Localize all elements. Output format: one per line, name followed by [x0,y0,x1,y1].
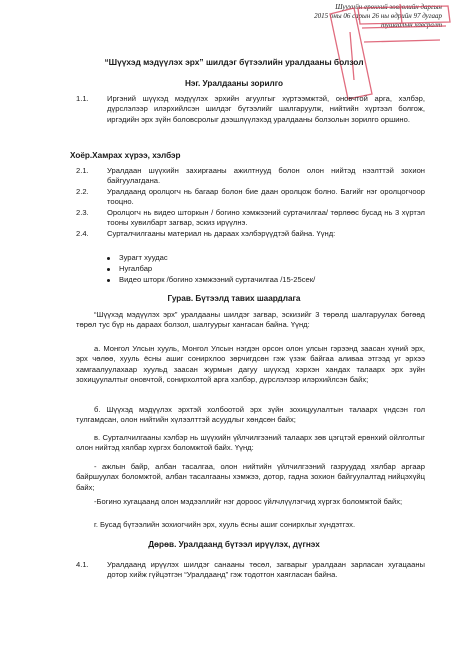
bullet-icon [107,268,110,271]
section-heading: Гурав. Бүтээлд тавих шаардлага [167,294,301,303]
list-item [107,253,168,263]
paragraph: б. Шүүхэд мэдүүлэх эрхтэй холбоотой эрх зүйн зохицуулалтын талаарх үндсэн гол тулгамдсан, олон нийтийн хүлээлттэй асуудлыг хөндсөн байх; [76,405,425,425]
list-item [107,264,152,274]
header-line: тушаалын хавсралт [381,21,442,29]
paragraph: “Шүүхэд мэдүүлэх эрх” уралдааны шилдэг загвар, эскизийг 3 төрөлд шалгаруулах бөгөөд төрөл тус бүр нь дараах болзол, шалгуурыг хангасан байна. Үүнд: [76,310,425,330]
document-title: “Шүүхэд мэдүүлэх эрх” шилдэг бүтээлийн уралдааны болзол [104,57,364,67]
list-item [107,275,315,285]
bullet-icon [107,279,110,282]
paragraph: в. Сурталчилгааны хэлбэр нь шүүхийн үйлчилгээний талаарх зөв цэгцтэй ерөнхий ойлголтыг олон нийтэд хялбар хүргэх боломжтой байх. Үүнд: [76,433,425,453]
header-line: 2015 оны 06 сарын 26 ны өдрийн 97 дугаар [314,12,442,20]
bullet-text: Нугалбар [119,264,153,273]
item-number: 2.3. [76,208,89,217]
item-text: Уралдаанд оролцогч нь багаар болон бие даан оролцож болно. Багийг нэг оролцогчоор тооцно. [107,187,425,207]
paragraph: г. Бусад бүтээлийн зохиогчийн эрх, хууль ёсны ашиг сонирхлыг хүндэтгэх. [94,520,356,529]
item-text: Уралдаан шүүхийн захиргааны ажилтнууд болон олон нийтэд нээлттэй зохион байгуулагдана. [107,166,425,186]
item-number: 2.2. [76,187,89,196]
item-text: Сурталчилгааны материал нь дараах хэлбэрүүдтэй байна. Үүнд: [107,229,336,238]
section-heading: Дөрөв. Уралдаанд бүтээл ирүүлэх, дүгнэх [148,540,320,549]
header-note [242,3,442,30]
section-heading: Нэг. Уралдааны зорилго [184,79,284,88]
item-text: Уралдаанд ирүүлэх шилдэг санааны төсөл, загварыг уралдаан зарласан хугацааны дотор хийж гүйцэтгэн “Уралдаанд” гэж тодотгон хаягласан байна. [107,560,425,580]
item-number: 2.4. [76,229,89,238]
section-heading: Хоёр.Хамрах хүрээ, хэлбэр [70,151,181,160]
item-number: 4.1. [76,560,89,569]
item-number: 1.1. [76,94,89,103]
bullet-text: Видео шторк /богино хэмжээний суртачилгаа /15-25сек/ [119,275,316,284]
header-line: Шуухийн ерөнхий зөвлөлийн даргын [335,3,442,11]
bullet-text: Зурагт хуудас [119,253,168,262]
item-text: Оролцогч нь видео шторкын / богино хэмжээний суртачилгаа/ төрлөөс бусад нь 3 хүртэл тооны хувилбарт загвар, эскиз ирүүлнэ. [107,208,425,228]
paragraph: а. Монгол Улсын хууль, Монгол Улсын нэгдэн орсон олон улсын гэрээнд заасан хүний эрх, эрх чөлөө, хууль ёсны ашиг сонирхлоо зөрчигдсөн гэж үзэж байгаа аливаа этгээд уг эрхээ хамгаалуулахаар хуульд заасан журмын дагуу шүүхэд хэрхэн хандах талаарх эрх зүйн зохицуулалтыг оновчтой, сонирхолтой арга хэлбэр, дүрслэлээр илэрхийлсэн байх; [76,344,425,385]
item-text: Иргэний шүүхэд мэдүүлэх эрхийн агуулгыг хүртээмжтэй, оновчтой арга, хэлбэр, дүрслэлээр илэрхийлсэн шилдэг бүтээлийг шалгаруулж, нийтийн хүртээл болгож, иргэдийн эрх зүйн боловсролыг дээшлүүлэхэд уралдааны болзолын зорилго оршино. [107,94,425,124]
bullet-icon [107,257,110,260]
item-number: 2.1. [76,166,89,175]
paragraph: - ажлын байр, албан тасалгаа, олон нийтийн үйлчилгээний газруудад хялбар аргаар байршуулах боломжтой, албан тасалгааны хэмжээ, дотор, гадна зохион байгуулалтад нийцэхүйц байх; [76,462,425,492]
paragraph: -Богино хугацаанд олон мэдээллийг нэг дороос үйлчлүүлэгчид хүргэх боломжтой байх; [94,497,403,506]
